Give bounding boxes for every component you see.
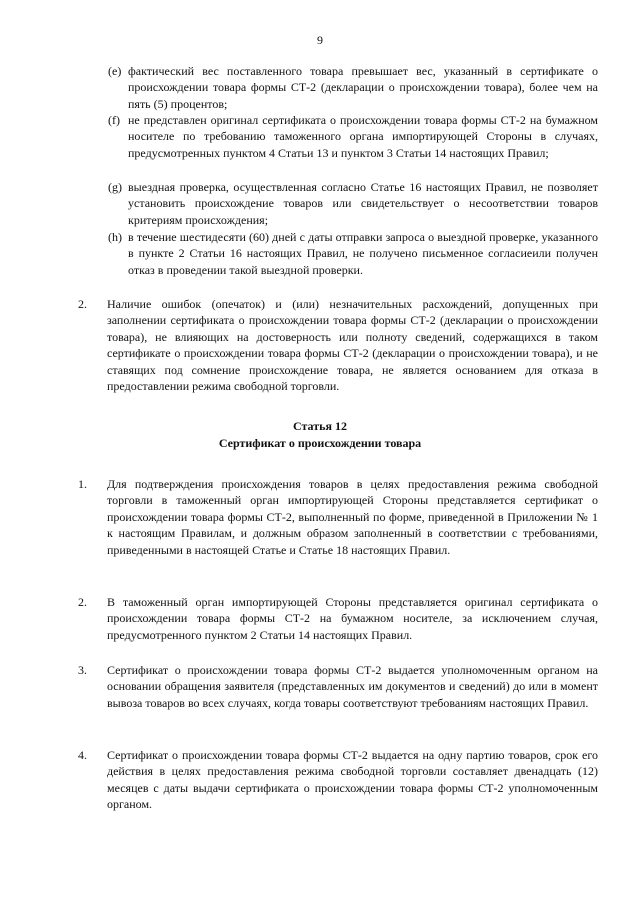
sub-item-text: выездная проверка, осуществленная согласно Статье 16 настоящих Правил, не позволяет установить происхождение товаров или свидетельствует о несоответствии товаров критериям происхождения; [128,180,598,227]
paragraph-number: 3. [78,663,87,677]
paragraph-number: 4. [78,748,87,762]
sub-item-mark: (e) [108,64,122,78]
article-paragraph-1 [78,476,598,558]
sub-item-text: не представлен оригинал сертификата о происхождении товара формы СТ-2 на бумажном носителе по требованию таможенного органа импортирующей Стороны в случаях, предусмотренных пунктом 4 Статьи 13 и пунктом 3 Статьи 14 настоящих Правил; [128,113,598,160]
article-paragraph-4 [78,747,598,813]
sub-item-e [108,63,598,112]
paragraph-2 [78,296,598,394]
paragraph-text: В таможенный орган импортирующей Стороны представляется оригинал сертификата о происхождении товара формы СТ-2 на бумажном носителе, за исключением случая, предусмотренного пунктом 2 Статьи 14 настоящих Правил. [107,595,598,642]
sub-item-mark: (f) [108,113,120,127]
article-heading: Статья 12 [293,419,347,433]
sub-item-f [108,112,598,161]
paragraph-number: 2. [78,297,87,311]
sub-item-text: в течение шестидесяти (60) дней с даты отправки запроса о выездной проверке, указанного в пункте 2 Статьи 16 настоящих Правил, не получено письменное согласиеили получен отказ в проведении такой выездной проверки. [128,230,598,277]
paragraph-text: Наличие ошибок (опечаток) и (или) незначительных расхождений, допущенных при заполнении сертификата о происхождении товара формы СТ-2 (декларации о происхождении товара), не влияющих на достоверность или полноту сведений, содержащихся в таком сертификате о происхождении товара формы СТ-2 (декларации о происхождении товара), и не ставящих под сомнение происхождение товара, не является основанием для отказа в предоставлении режима свободной торговли. [107,297,598,394]
article-title: Сертификат о происхождении товара [218,436,422,450]
sub-item-mark: (h) [108,230,122,244]
paragraph-number: 1. [78,477,87,491]
page-number: 9 [317,33,323,47]
sub-item-text: фактический вес поставленного товара превышает вес, указанный в сертификате о происхождении товара формы СТ-2 (декларации о происхождении товара), более чем на пять (5) процентов; [128,64,598,111]
article-paragraph-2 [78,594,598,643]
paragraph-text: Сертификат о происхождении товара формы СТ-2 выдается на одну партию товаров, срок его действия в целях предоставления режима свободной торговли составляет двенадцать (12) месяцев с даты выдачи сертификата о происхождении товара формы СТ-2 уполномоченным органом. [107,748,598,812]
paragraph-text: Для подтверждения происхождения товаров в целях предоставления режима свободной торговли в таможенный орган импортирующей Стороны представляется сертификат о происхождении товара формы СТ-2, выполненный по форме, приведенной в Приложении № 1 к настоящим Правилам, и должным образом заполненный в соответствии с требованиями, приведенными в настоящей Статье и Статье 18 настоящих Правил. [107,477,598,557]
sub-item-h [108,229,598,278]
article-paragraph-3 [78,662,598,711]
paragraph-number: 2. [78,595,87,609]
sub-item-g [108,179,598,228]
sub-item-mark: (g) [108,180,122,194]
paragraph-text: Сертификат о происхождении товара формы СТ-2 выдается уполномоченным органом на основании обращения заявителя (представленных им документов и сведений) до или в момент вывоза товаров во всех случаях, когда товары соответствуют требованиям настоящих Правил. [107,663,598,710]
